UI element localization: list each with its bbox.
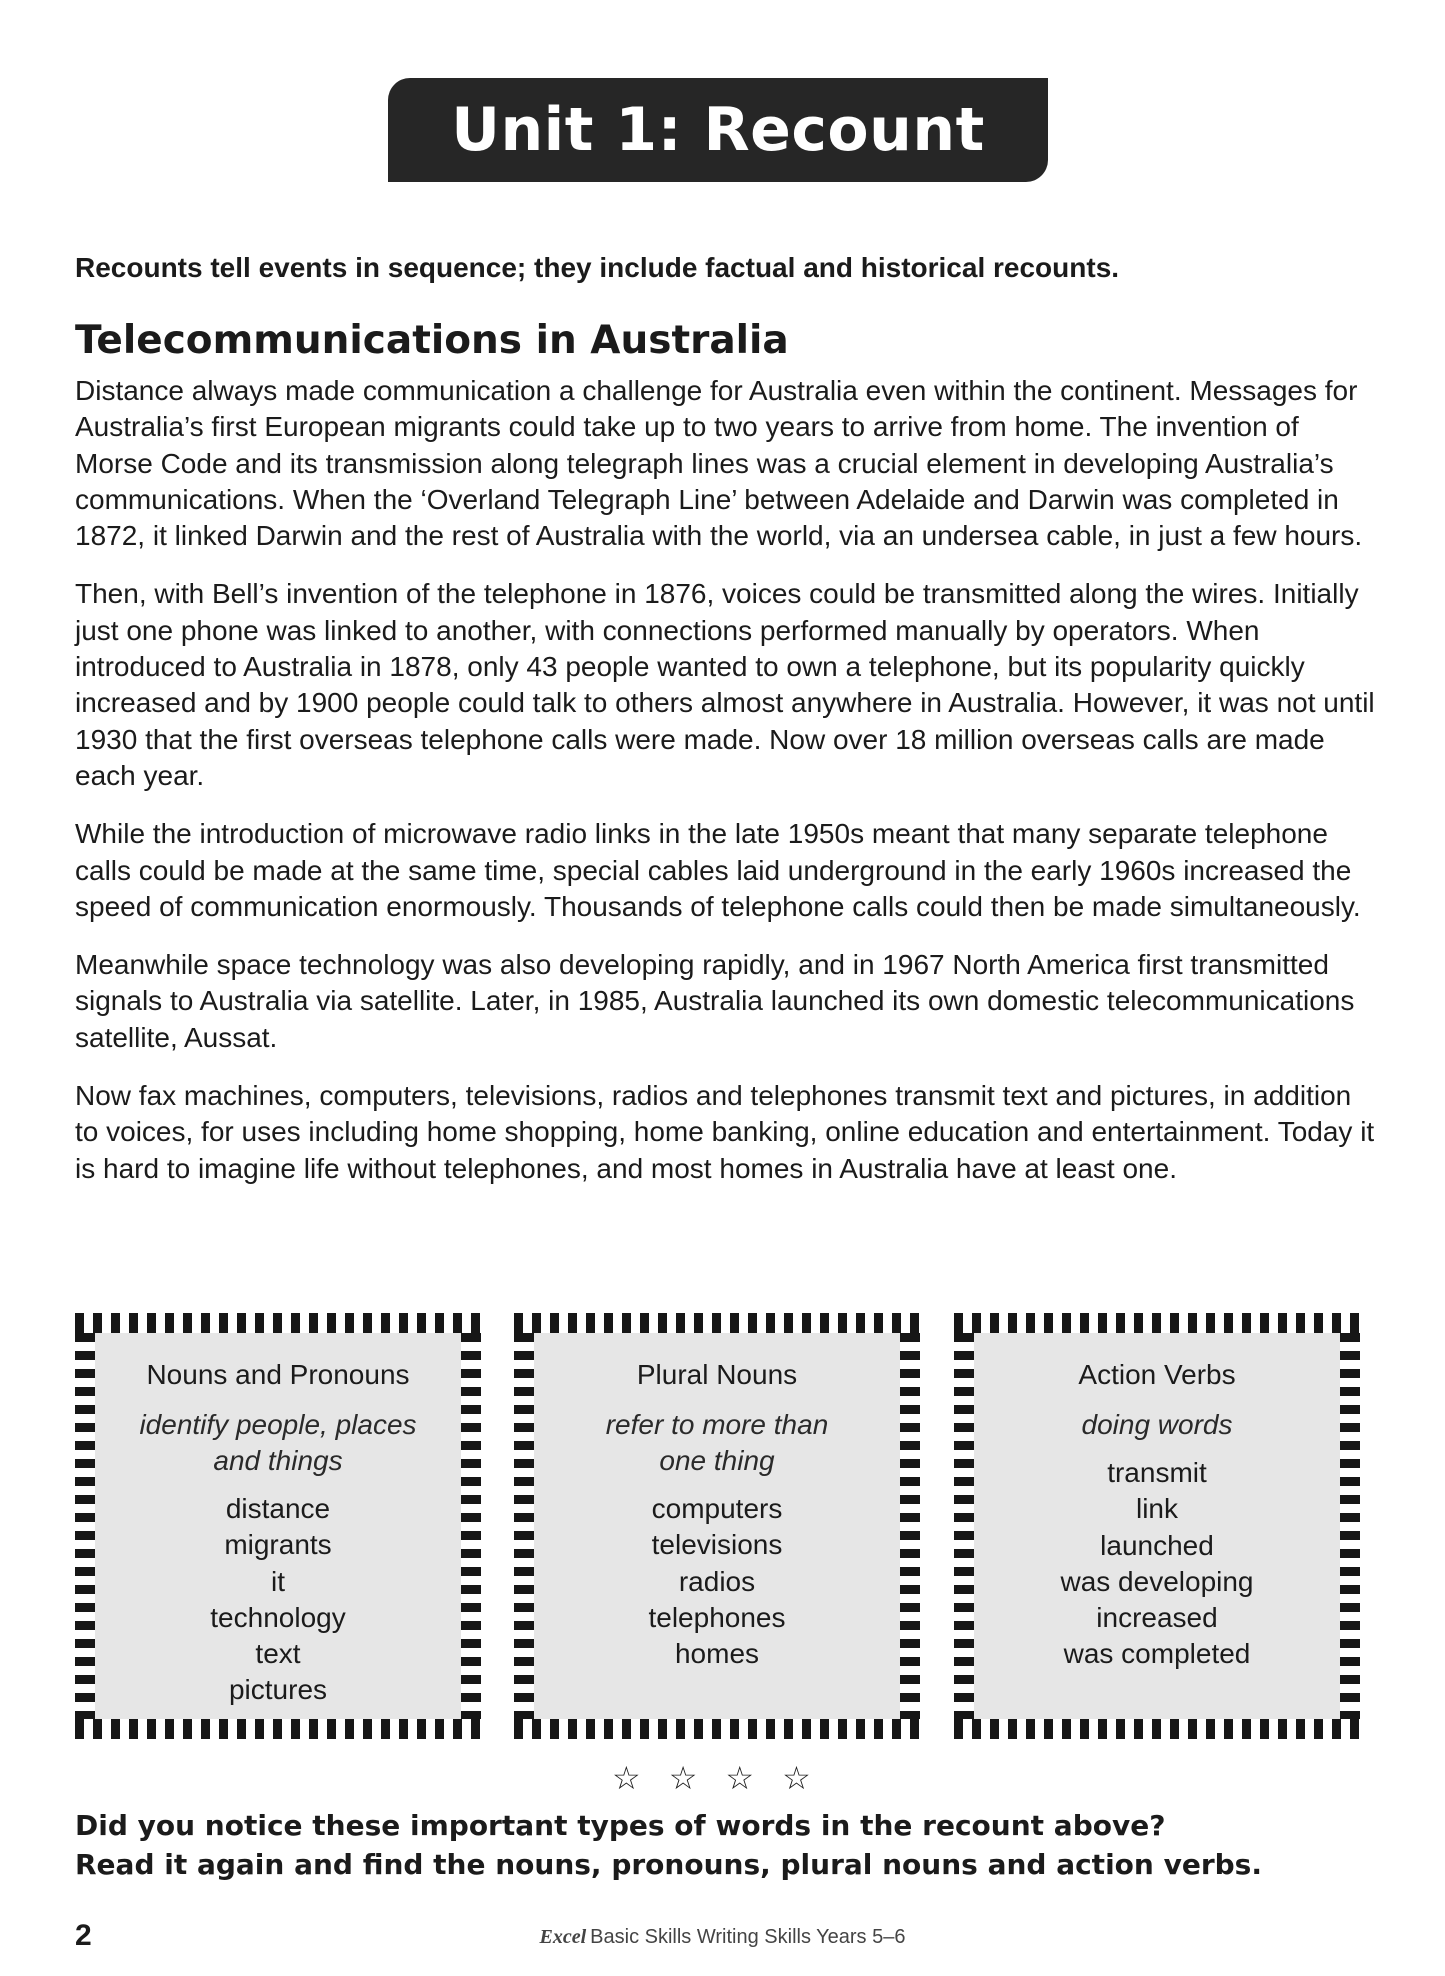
section-heading: Telecommunications in Australia — [75, 318, 789, 363]
word-item: computers — [651, 1493, 783, 1524]
plural-nouns-box — [514, 1313, 920, 1739]
star-icon: ☆ — [668, 1760, 698, 1796]
box-content — [95, 1333, 461, 1719]
paragraph: Then, with Bell’s invention of the telephone in 1876, voices could be transmitted along the wires. Initially just one phone was linked to another, with connections performed manually by operators. When introduced to Australia in 1878, only 43 people wanted to own a telephone, but its popularity quickly increased and by 1900 people could talk to others almost anywhere in Australia. However, it was not until 1930 that the first overseas telephone calls were made. Now over 18 million overseas calls are made each year. — [75, 578, 1375, 791]
word-item: it — [271, 1565, 285, 1597]
nouns-pronouns-box — [75, 1313, 481, 1739]
word-item: telephones — [648, 1601, 786, 1633]
box-title: Action Verbs — [1078, 1359, 1236, 1390]
word-item: technology — [210, 1601, 346, 1633]
border-pattern — [954, 1313, 1360, 1333]
star-icon: ☆ — [612, 1760, 641, 1796]
footer-title: Basic Skills Writing Skills Years 5–6 — [590, 1926, 906, 1948]
box-title: Nouns and Pronouns — [146, 1359, 410, 1390]
star-icon: ☆ — [725, 1760, 755, 1796]
word-item: text — [255, 1638, 301, 1670]
word-item: increased — [1096, 1602, 1218, 1634]
paragraph: While the introduction of microwave radio links in the late 1950s meant that many separate telephone calls could be made at the same time, special cables laid underground in the early 1960s increased the speed of communication enormously. Thousands of telephone calls could then be made simultaneously. — [75, 818, 1361, 922]
box-subtitle: identify people, places and things — [139, 1409, 417, 1476]
word-item: pictures — [228, 1674, 328, 1706]
unit-banner — [388, 78, 1048, 182]
word-item: televisions — [651, 1529, 783, 1561]
box-title: Plural Nouns — [636, 1359, 798, 1390]
border-pattern — [954, 1333, 974, 1719]
box-subtitle: refer to more than one thing — [605, 1409, 829, 1476]
question-line: Did you notice these important types of words in the recount above? — [75, 1809, 1166, 1842]
word-item: link — [1135, 1493, 1178, 1525]
border-pattern — [514, 1313, 920, 1333]
word-item: homes — [674, 1638, 760, 1670]
border-pattern — [514, 1333, 534, 1719]
border-pattern — [461, 1333, 481, 1719]
star-icon: ☆ — [782, 1760, 811, 1796]
border-pattern — [75, 1333, 95, 1719]
box-subtitle: doing words — [1081, 1409, 1233, 1440]
word-item: was completed — [1063, 1638, 1251, 1670]
border-pattern — [954, 1719, 1360, 1739]
border-pattern — [900, 1333, 920, 1719]
word-list — [95, 1491, 461, 1709]
recount-body — [75, 373, 1375, 1209]
word-item: transmit — [1107, 1457, 1207, 1488]
page-footer — [0, 1926, 1445, 1949]
box-content — [974, 1333, 1340, 1719]
word-list — [974, 1455, 1340, 1673]
box-content — [534, 1333, 900, 1719]
action-verbs-box — [954, 1313, 1360, 1739]
border-pattern — [1340, 1333, 1360, 1719]
unit-title: Unit 1: Recount — [451, 95, 985, 165]
word-item: radios — [678, 1565, 756, 1597]
intro-text: Recounts tell events in sequence; they include factual and historical recounts. — [75, 252, 1120, 283]
word-item: was developing — [1060, 1565, 1254, 1597]
border-pattern — [75, 1719, 481, 1739]
word-item: distance — [225, 1493, 331, 1524]
paragraph: Meanwhile space technology was also developing rapidly, and in 1967 North America first transmitted signals to Australia via satellite. Later, in 1985, Australia launched its own domestic telecommunications satellite, Aussat. — [75, 949, 1355, 1053]
question-line: Read it again and find the nouns, pronouns, plural nouns and action verbs. — [75, 1848, 1262, 1881]
paragraph: Now fax machines, computers, televisions, radios and telephones transmit text and pictures, in addition to voices, for uses including home shopping, home banking, online education and entertainment. Today it is hard to imagine life without telephones, and most homes in Australia have at least one. — [75, 1080, 1375, 1184]
paragraph: Distance always made communication a challenge for Australia even within the continent. Messages for Australia’s first European migrants could take up to two years to arrive from home. The invention of Morse Code and its transmission along telegraph lines was a crucial element in developing Australia’s communications. When the ‘Overland Telegraph Line’ between Adelaide and Darwin was completed in 1872, it linked Darwin and the rest of Australia with the world, via an undersea cable, in just a few hours. — [75, 375, 1363, 552]
word-list — [534, 1491, 900, 1672]
page-number: 2 — [75, 1919, 92, 1952]
border-pattern — [75, 1313, 481, 1333]
word-item: migrants — [224, 1529, 332, 1561]
word-item: launched — [1100, 1529, 1214, 1561]
footer-brand: Excel — [539, 1926, 587, 1948]
star-divider — [612, 1762, 811, 1794]
border-pattern — [514, 1719, 920, 1739]
question-prompt — [75, 1806, 1262, 1884]
